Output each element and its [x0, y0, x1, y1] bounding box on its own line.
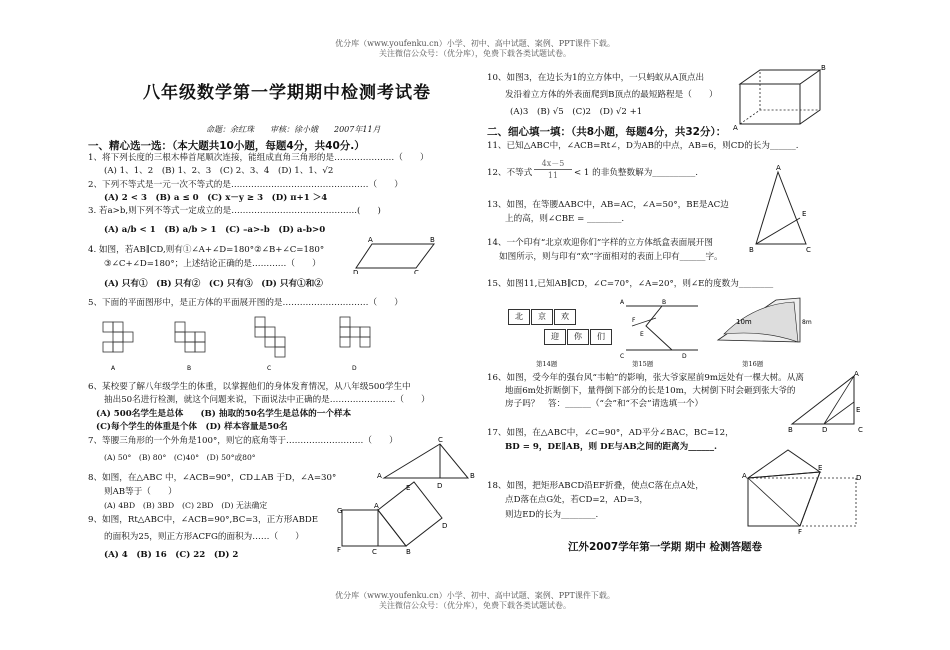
label-b: B	[788, 426, 793, 432]
net-b	[175, 322, 205, 352]
exam-title: 八年级数学第一学期期中检测考试卷	[143, 83, 431, 103]
label-e: E	[640, 331, 644, 338]
q4-line1: 4. 如图，若AB∥CD,则有①∠A+∠D=180°②∠B+∠C=180°	[88, 245, 325, 255]
section1-heading: 一、精心选一选：（本大题共10小题，每题4分，共40分.）	[88, 140, 365, 152]
q10-line1: 10、如图3，在边长为1的立方体中，一只蚂蚁从A顶点出	[487, 73, 705, 83]
q8-line1: 8、如图，在△ABC 中，∠ACB=90°，CD⊥AB 于D，∠A=30°	[88, 473, 337, 483]
q7-options: (A) 50° (B) 80° (C)40° (D) 50°或80°	[104, 453, 256, 462]
q2: 2、下列不等式是一元一次不等式的是…………………………………………（ ）	[88, 180, 403, 190]
q4-options: (A) 只有① (B) 只有② (C) 只有③ (D) 只有①和②	[104, 279, 323, 289]
net-cell-bei: 北	[508, 309, 530, 325]
label-c: C	[438, 436, 443, 444]
label-d: D	[353, 269, 359, 274]
net-label-c: C	[267, 365, 272, 372]
q15: 15、如图11,已知AB∥CD，∠C=70°，∠A=20°，则∠E的度数为________	[487, 279, 774, 289]
q13-isosceles-figure	[748, 162, 818, 256]
net-cell-men: 们	[590, 329, 612, 345]
label-e: E	[802, 210, 807, 218]
footer-line-1: 优分库（www.youfenku.cn）小学、初中、高中试题、案例、PPT课件下载。	[335, 591, 615, 600]
q16-line1: 16、如图，受今年的强台风“韦帕”的影响，张大爷家屋前9m远处有一棵大树。从离	[487, 373, 804, 383]
q2-options: (A) 2 < 3 (B) a ≤ 0 (C) x－y ≥ 3 (D) π+1 ＞4	[104, 193, 328, 203]
q9-squares-figure	[336, 480, 448, 556]
label-a: A	[377, 472, 382, 480]
q11: 11、已知△ABC中，∠ACB=Rt∠，D为AB的中点，AB=6，则CD的长为______.	[487, 141, 799, 151]
label-8m: 8m	[802, 319, 812, 326]
q3: 3. 若a>b,则下列不等式一定成立的是……………………………………..( )	[88, 206, 381, 216]
answer-sheet-title: 江外2007学年第一学期 期中 检测答题卷	[568, 541, 763, 553]
label-f: F	[632, 317, 636, 324]
q1: 1、将下列长度的三根木棒首尾顺次连接，能组成直角三角形的是…………………（ ）	[88, 153, 429, 163]
label-e: E	[856, 406, 861, 414]
q16-line3: 房子吗？ 答：______（“会”和“不会”请选填一个）	[505, 399, 704, 409]
label-d: D	[437, 482, 443, 490]
net-c	[255, 317, 285, 357]
label-c: C	[858, 426, 863, 432]
q8-options: (A) 4BD (B) 3BD (C) 2BD (D) 无法确定	[104, 501, 268, 510]
q6-line2: 抽出50名进行检测，就这个问题来说，下面说法中正确的是…………………..（ ）	[104, 395, 430, 405]
label-a: A	[854, 370, 859, 378]
label-a: A	[620, 299, 625, 306]
q12-prefix: 12、不等式	[487, 168, 533, 178]
q1-options: (A) 1、1、2 (B) 1、2、3 (C) 2、3、4 (D) 1、1、√2	[104, 166, 334, 176]
label-b: B	[430, 236, 435, 244]
q16-tree-figure	[714, 296, 814, 350]
q18-fold-figure	[738, 442, 864, 534]
net-label-d: D	[352, 365, 357, 372]
label-c: C	[806, 246, 811, 254]
q3-options: (A) a/b < 1 (B) a/b > 1 (C) –a>-b (D) a-b>0	[104, 225, 326, 235]
exam-meta: 命题：余红珠 审核：徐小娥 2007年11月	[206, 125, 381, 134]
q18-line2: 点D落在点G处，若CD=2，AD=3，	[505, 495, 648, 505]
q9-line1: 9、如图，Rt△ABC中，∠ACB=90°,BC=3，正方形ABDE	[88, 515, 319, 525]
q4-line2: ③∠C+∠D=180°；上述结论正确的是…………（ ）	[104, 259, 321, 269]
q16-line2: 地面6m处折断倒下，量得倒下部分的长是10m，大树倒下时会砸到张大爷的	[505, 386, 796, 396]
label-b: B	[821, 64, 826, 72]
label-c: C	[414, 269, 419, 274]
q18-line1: 18、如图，把矩形ABCD沿EF折叠，使点C落在点A处，	[487, 481, 704, 491]
label-b: B	[406, 548, 411, 556]
q6-options-2: (C)每个学生的体重是个体 (D) 样本容量是50名	[96, 422, 288, 432]
label-a: A	[374, 502, 379, 510]
q12-numerator: 4x－5	[534, 158, 572, 170]
q17-line2: BD = 9，DE∥AB，则 DE与AB之间的距离为______.	[505, 442, 717, 452]
header-line-1: 优分库（www.youfenku.cn）小学、初中、高中试题、案例、PPT课件下载。	[335, 39, 615, 48]
q12-fraction	[534, 158, 572, 182]
q18-line3: 则边ED的长为________.	[505, 510, 599, 520]
label-c: C	[620, 353, 625, 360]
q6-line1: 6、某校要了解八年级学生的体重，以掌握他们的身体发育情况，从八年级500学生中	[88, 382, 411, 392]
q5-cube-nets-figure	[95, 312, 395, 374]
net-label-b: B	[187, 365, 192, 372]
label-b: B	[662, 299, 667, 306]
q4-parallelogram-figure	[352, 232, 442, 274]
q14-net-row1	[508, 304, 577, 325]
net-a	[103, 322, 133, 352]
q10-options: (A)3 (B) √5 (C)2 (D) √2 +1	[510, 107, 643, 117]
q12-denominator: 11	[547, 171, 559, 180]
section2-heading: 二、细心填一填：（共8小题，每题4分，共32分）：	[487, 126, 727, 138]
net-cell-huan: 欢	[554, 309, 576, 325]
footer-line-2: 关注微信公众号：（优分库），免费下载各类试题试卷。	[379, 601, 571, 610]
label-f: F	[337, 546, 342, 554]
label-d: D	[682, 353, 687, 360]
label-f: F	[798, 528, 803, 534]
net-cell-jing: 京	[531, 309, 553, 325]
net-label-a: A	[111, 365, 116, 372]
q14-net-row2	[544, 324, 613, 345]
q5: 5、下面的平面图形中，是正方体的平面展开图的是…………………………（ ）	[88, 298, 403, 308]
label-a: A	[733, 124, 738, 132]
q7: 7、等腰三角形的一个外角是100°，则它的底角等于………………………（ ）	[88, 436, 398, 446]
net-d	[340, 317, 370, 347]
q10-cube-figure	[730, 62, 830, 132]
q12-suffix: < 1 的非负整数解为__________.	[574, 168, 698, 178]
label-a: A	[742, 472, 747, 480]
label-b: B	[470, 472, 475, 480]
q6-options-1: (A) 500名学生是总体 (B) 抽取的50名学生是总体的一个样本	[96, 409, 352, 419]
q9-options: (A) 4 (B) 16 (C) 22 (D) 2	[104, 550, 239, 560]
fig-label-14: 第14题	[536, 360, 558, 368]
label-10m: 10m	[736, 318, 752, 326]
label-a: A	[368, 236, 373, 244]
q14-line1: 14、一个印有“北京欢迎你们”字样的立方体纸盒表面展开图	[487, 238, 713, 248]
label-g: G	[337, 507, 343, 515]
label-e: E	[406, 484, 411, 492]
label-c: C	[372, 548, 377, 556]
q9-line2: 的面积为25，则正方形ACFG的面积为……（ ）	[104, 532, 304, 542]
q8-line2: 则AB等于（ ）	[104, 487, 177, 497]
label-d: D	[822, 426, 828, 432]
q15-parallel-figure	[618, 296, 704, 360]
q10-line2: 发沿着立方体的外表面爬到B顶点的最短路程是（ ）	[505, 90, 718, 100]
fig-label-15: 第15题	[632, 360, 654, 368]
label-e: E	[818, 464, 823, 472]
q14-line2: 如图所示，则与印有“欢”字面相对的表面上印有______字。	[499, 252, 723, 262]
label-b: B	[749, 246, 754, 254]
label-a: A	[776, 164, 781, 172]
q17-triangle-figure	[788, 368, 870, 432]
label-d: D	[442, 522, 448, 530]
net-cell-ying: 迎	[544, 329, 566, 345]
q13-line1: 13、如图，在等腰ΔABC中，AB=AC，∠A=50°，BE是AC边	[487, 200, 729, 210]
q17-line1: 17、如图，在△ABC中，∠C=90°，AD平分∠BAC，BC=12，	[487, 428, 734, 438]
net-cell-ni: 你	[567, 329, 589, 345]
label-d: D	[856, 474, 862, 482]
q13-line2: 上的高，则∠CBE = ________.	[505, 214, 625, 224]
fig-label-16: 第16题	[742, 360, 764, 368]
header-line-2: 关注微信公众号：（优分库），免费下载各类试题试卷。	[379, 49, 571, 58]
